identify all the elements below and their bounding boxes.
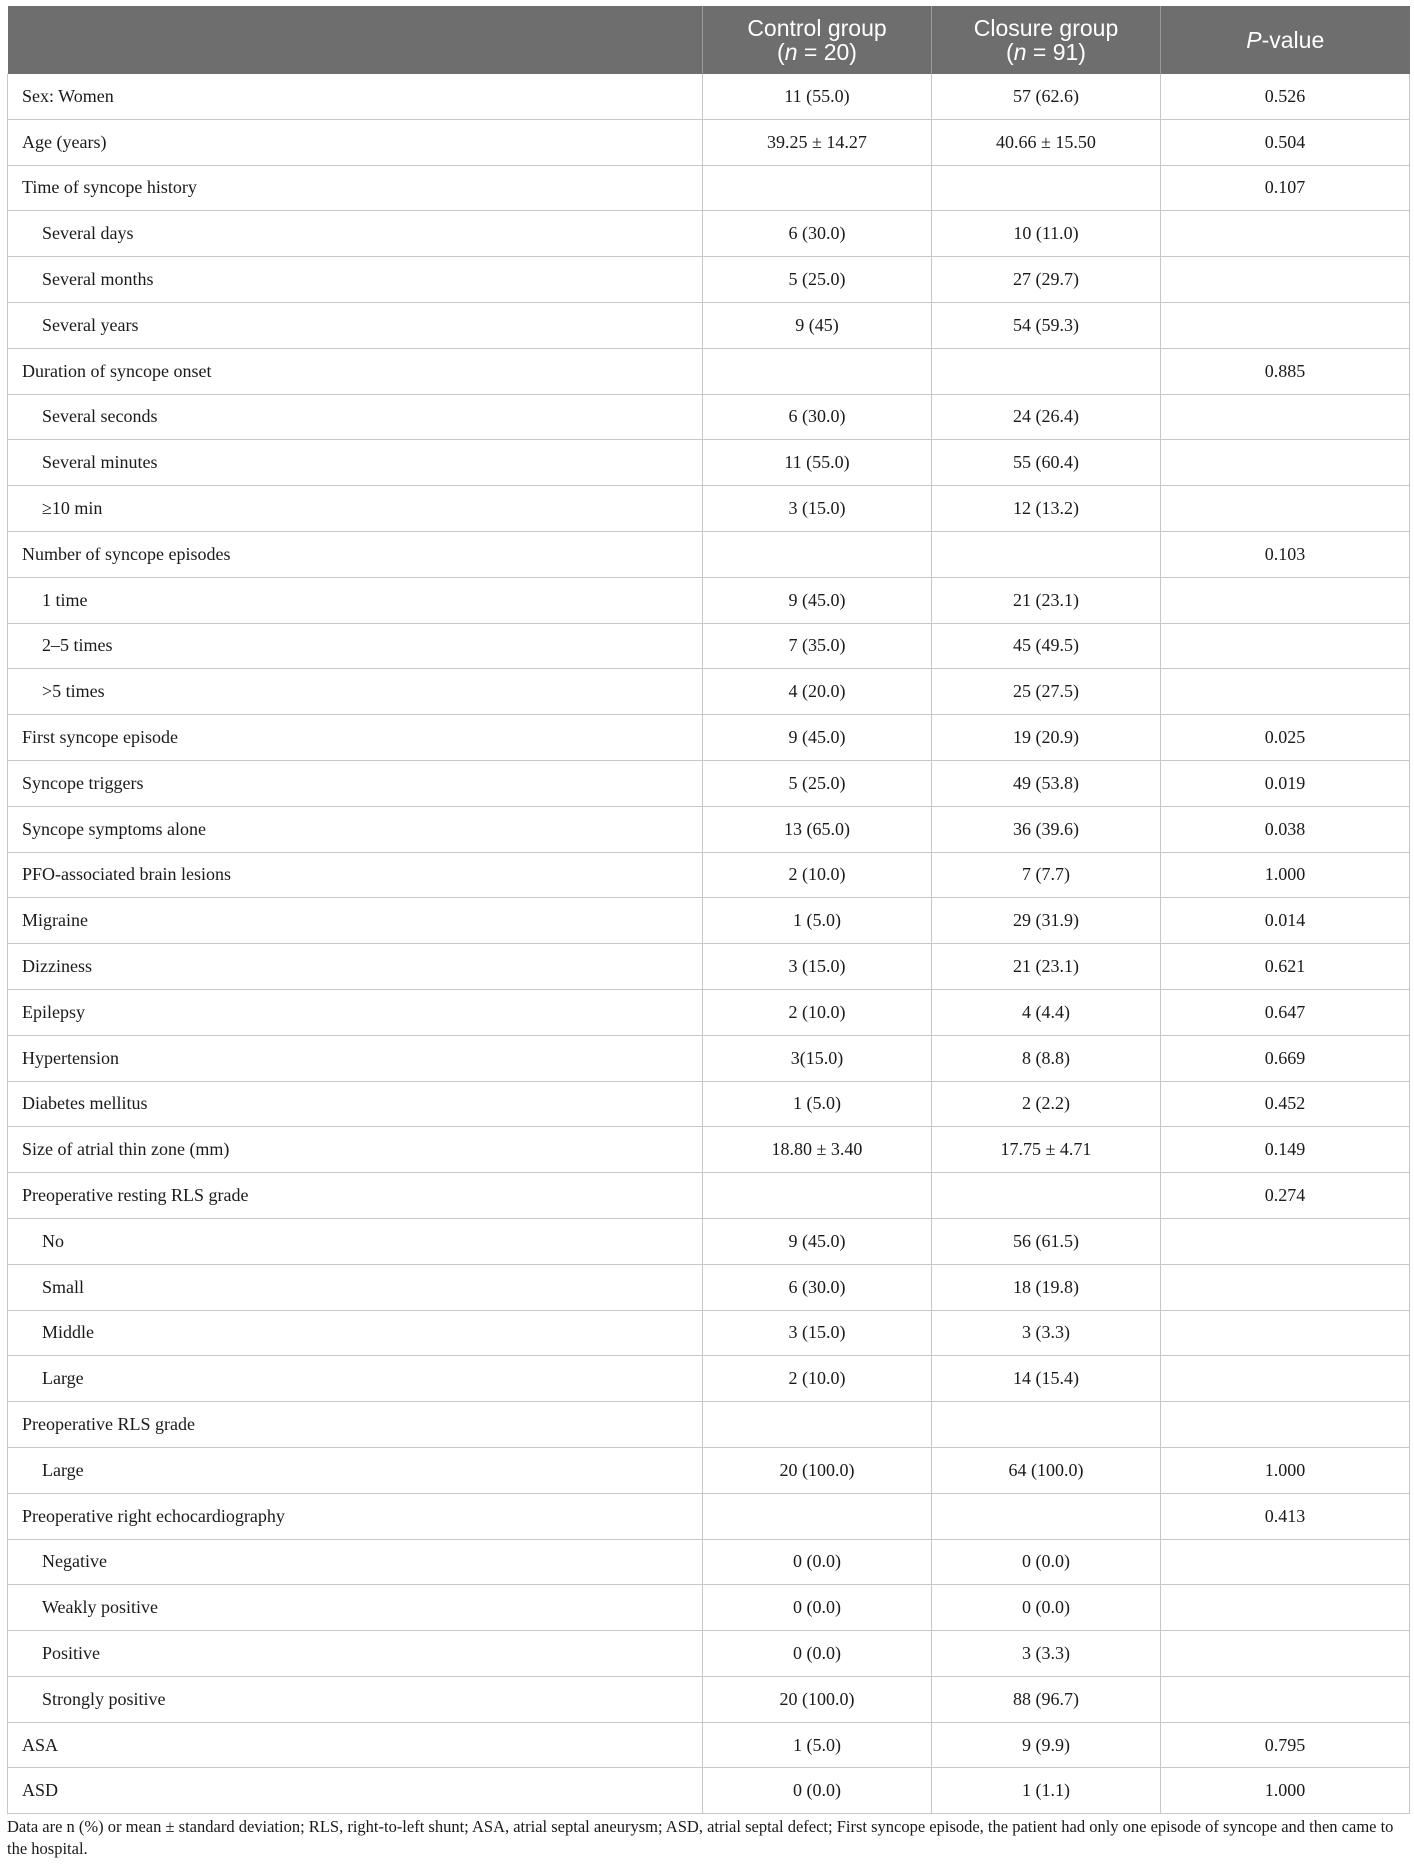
table-row bbox=[8, 1127, 1410, 1173]
row-label-cell: Preoperative RLS grade bbox=[8, 1402, 703, 1448]
row-label-cell: Time of syncope history bbox=[8, 165, 703, 211]
p-value-cell: 0.504 bbox=[1161, 119, 1410, 165]
closure-value-cell: 0 (0.0) bbox=[932, 1585, 1161, 1631]
control-value-cell: 9 (45.0) bbox=[703, 715, 932, 761]
table-row bbox=[8, 1585, 1410, 1631]
closure-value-cell: 18 (19.8) bbox=[932, 1264, 1161, 1310]
control-value-cell: 2 (10.0) bbox=[703, 989, 932, 1035]
row-label-cell: Several years bbox=[8, 302, 703, 348]
control-n-symbol: n bbox=[784, 39, 798, 65]
table-row bbox=[8, 623, 1410, 669]
table-row bbox=[8, 806, 1410, 852]
table-row bbox=[8, 1676, 1410, 1722]
table-row bbox=[8, 1447, 1410, 1493]
table-row bbox=[8, 989, 1410, 1035]
p-symbol: P bbox=[1246, 27, 1262, 53]
row-label-cell: Preoperative resting RLS grade bbox=[8, 1173, 703, 1219]
closure-n-suffix: = 91) bbox=[1026, 39, 1086, 65]
data-table-container bbox=[7, 6, 1409, 1814]
table-row bbox=[8, 531, 1410, 577]
table-row bbox=[8, 1173, 1410, 1219]
control-value-cell: 5 (25.0) bbox=[703, 760, 932, 806]
closure-value-cell: 14 (15.4) bbox=[932, 1356, 1161, 1402]
p-value-cell bbox=[1161, 1310, 1410, 1356]
closure-value-cell: 3 (3.3) bbox=[932, 1631, 1161, 1677]
table-footnote: Data are n (%) or mean ± standard deviation; RLS, right-to-left shunt; ASA, atrial septal aneurysm; ASD, atrial septal defect; First syncope episode, the patient had only one episode of syncope and then came to the hospital. bbox=[7, 1817, 1394, 1858]
control-value-cell: 1 (5.0) bbox=[703, 1081, 932, 1127]
row-label-cell: Duration of syncope onset bbox=[8, 348, 703, 394]
p-value-cell bbox=[1161, 257, 1410, 303]
p-value-cell bbox=[1161, 669, 1410, 715]
control-value-cell: 6 (30.0) bbox=[703, 211, 932, 257]
p-value-cell: 0.014 bbox=[1161, 898, 1410, 944]
closure-value-cell: 55 (60.4) bbox=[932, 440, 1161, 486]
p-suffix: -value bbox=[1261, 27, 1325, 53]
control-value-cell bbox=[703, 531, 932, 577]
row-label-cell: Hypertension bbox=[8, 1035, 703, 1081]
table-row bbox=[8, 348, 1410, 394]
closure-value-cell: 19 (20.9) bbox=[932, 715, 1161, 761]
p-value-cell: 1.000 bbox=[1161, 1768, 1410, 1814]
control-value-cell: 6 (30.0) bbox=[703, 1264, 932, 1310]
row-label-cell: 1 time bbox=[8, 577, 703, 623]
closure-value-cell: 29 (31.9) bbox=[932, 898, 1161, 944]
p-value-cell bbox=[1161, 1218, 1410, 1264]
closure-value-cell bbox=[932, 1402, 1161, 1448]
table-header bbox=[8, 6, 1410, 74]
closure-value-cell: 54 (59.3) bbox=[932, 302, 1161, 348]
control-value-cell bbox=[703, 1402, 932, 1448]
control-value-cell: 6 (30.0) bbox=[703, 394, 932, 440]
p-value-cell bbox=[1161, 486, 1410, 532]
control-value-cell bbox=[703, 348, 932, 394]
p-value-cell: 0.647 bbox=[1161, 989, 1410, 1035]
closure-value-cell: 21 (23.1) bbox=[932, 944, 1161, 990]
p-value-cell: 1.000 bbox=[1161, 852, 1410, 898]
control-value-cell: 20 (100.0) bbox=[703, 1447, 932, 1493]
row-label-cell: Syncope triggers bbox=[8, 760, 703, 806]
closure-value-cell bbox=[932, 1173, 1161, 1219]
table-row bbox=[8, 1264, 1410, 1310]
p-value-cell: 0.526 bbox=[1161, 74, 1410, 119]
table-row bbox=[8, 440, 1410, 486]
control-value-cell: 1 (5.0) bbox=[703, 1722, 932, 1768]
control-value-cell: 2 (10.0) bbox=[703, 1356, 932, 1402]
table-row bbox=[8, 486, 1410, 532]
row-label-cell: >5 times bbox=[8, 669, 703, 715]
closure-value-cell: 21 (23.1) bbox=[932, 577, 1161, 623]
p-value-cell bbox=[1161, 1539, 1410, 1585]
control-value-cell: 9 (45) bbox=[703, 302, 932, 348]
control-value-cell: 0 (0.0) bbox=[703, 1768, 932, 1814]
row-label-cell: Preoperative right echocardiography bbox=[8, 1493, 703, 1539]
p-value-cell: 0.107 bbox=[1161, 165, 1410, 211]
row-label-cell: Syncope symptoms alone bbox=[8, 806, 703, 852]
table-row bbox=[8, 1081, 1410, 1127]
header-row bbox=[8, 6, 1410, 74]
row-label-cell: Number of syncope episodes bbox=[8, 531, 703, 577]
row-label-cell: Positive bbox=[8, 1631, 703, 1677]
row-label-cell: Weakly positive bbox=[8, 1585, 703, 1631]
closure-value-cell: 88 (96.7) bbox=[932, 1676, 1161, 1722]
table-row bbox=[8, 394, 1410, 440]
p-value-cell: 0.885 bbox=[1161, 348, 1410, 394]
header-p-value bbox=[1161, 6, 1410, 74]
control-value-cell bbox=[703, 165, 932, 211]
row-label-cell: PFO-associated brain lesions bbox=[8, 852, 703, 898]
table-row bbox=[8, 257, 1410, 303]
table-row bbox=[8, 1402, 1410, 1448]
p-value-cell: 0.025 bbox=[1161, 715, 1410, 761]
control-value-cell: 9 (45.0) bbox=[703, 577, 932, 623]
closure-value-cell: 40.66 ± 15.50 bbox=[932, 119, 1161, 165]
table-row bbox=[8, 1218, 1410, 1264]
row-label-cell: Age (years) bbox=[8, 119, 703, 165]
row-label-cell: Migraine bbox=[8, 898, 703, 944]
control-value-cell: 11 (55.0) bbox=[703, 440, 932, 486]
p-value-cell bbox=[1161, 302, 1410, 348]
row-label-cell: 2–5 times bbox=[8, 623, 703, 669]
closure-n-symbol: n bbox=[1013, 39, 1027, 65]
closure-group-title: Closure group bbox=[973, 15, 1119, 41]
row-label-cell: No bbox=[8, 1218, 703, 1264]
row-label-cell: Dizziness bbox=[8, 944, 703, 990]
row-label-cell: Size of atrial thin zone (mm) bbox=[8, 1127, 703, 1173]
closure-value-cell: 1 (1.1) bbox=[932, 1768, 1161, 1814]
table-row bbox=[8, 760, 1410, 806]
row-label-cell: ASD bbox=[8, 1768, 703, 1814]
closure-value-cell: 8 (8.8) bbox=[932, 1035, 1161, 1081]
p-value-cell bbox=[1161, 211, 1410, 257]
table-row bbox=[8, 1035, 1410, 1081]
p-value-cell: 0.621 bbox=[1161, 944, 1410, 990]
control-value-cell: 11 (55.0) bbox=[703, 74, 932, 119]
control-value-cell: 3 (15.0) bbox=[703, 944, 932, 990]
closure-value-cell: 24 (26.4) bbox=[932, 394, 1161, 440]
closure-value-cell: 27 (29.7) bbox=[932, 257, 1161, 303]
p-value-cell bbox=[1161, 1264, 1410, 1310]
p-value-cell: 0.274 bbox=[1161, 1173, 1410, 1219]
p-value-cell: 0.795 bbox=[1161, 1722, 1410, 1768]
table-row bbox=[8, 119, 1410, 165]
table-row bbox=[8, 1493, 1410, 1539]
closure-value-cell: 10 (11.0) bbox=[932, 211, 1161, 257]
row-label-cell: Several days bbox=[8, 211, 703, 257]
control-value-cell: 0 (0.0) bbox=[703, 1585, 932, 1631]
table-row bbox=[8, 302, 1410, 348]
control-value-cell: 0 (0.0) bbox=[703, 1631, 932, 1677]
p-value-cell bbox=[1161, 1356, 1410, 1402]
control-value-cell: 13 (65.0) bbox=[703, 806, 932, 852]
table-row bbox=[8, 944, 1410, 990]
row-label-cell: Strongly positive bbox=[8, 1676, 703, 1722]
closure-value-cell: 17.75 ± 4.71 bbox=[932, 1127, 1161, 1173]
header-control-group bbox=[703, 6, 932, 74]
p-value-cell bbox=[1161, 577, 1410, 623]
baseline-characteristics-table bbox=[7, 6, 1410, 1814]
p-value-cell bbox=[1161, 1585, 1410, 1631]
table-row bbox=[8, 852, 1410, 898]
closure-value-cell bbox=[932, 531, 1161, 577]
control-n-prefix: ( bbox=[777, 39, 785, 65]
closure-value-cell: 2 (2.2) bbox=[932, 1081, 1161, 1127]
p-value-cell: 0.103 bbox=[1161, 531, 1410, 577]
table-row bbox=[8, 1722, 1410, 1768]
row-label-cell: Several months bbox=[8, 257, 703, 303]
row-label-cell: Large bbox=[8, 1356, 703, 1402]
control-value-cell: 3 (15.0) bbox=[703, 486, 932, 532]
closure-value-cell: 56 (61.5) bbox=[932, 1218, 1161, 1264]
control-value-cell: 2 (10.0) bbox=[703, 852, 932, 898]
closure-value-cell: 7 (7.7) bbox=[932, 852, 1161, 898]
table-row bbox=[8, 577, 1410, 623]
table-row bbox=[8, 715, 1410, 761]
row-label-cell: Large bbox=[8, 1447, 703, 1493]
control-value-cell: 18.80 ± 3.40 bbox=[703, 1127, 932, 1173]
row-label-cell: Diabetes mellitus bbox=[8, 1081, 703, 1127]
row-label-cell: Sex: Women bbox=[8, 74, 703, 119]
closure-value-cell: 45 (49.5) bbox=[932, 623, 1161, 669]
p-value-cell: 0.452 bbox=[1161, 1081, 1410, 1127]
control-value-cell: 39.25 ± 14.27 bbox=[703, 119, 932, 165]
control-value-cell: 7 (35.0) bbox=[703, 623, 932, 669]
control-value-cell bbox=[703, 1493, 932, 1539]
table-row bbox=[8, 1310, 1410, 1356]
closure-value-cell: 36 (39.6) bbox=[932, 806, 1161, 852]
row-label-cell: Small bbox=[8, 1264, 703, 1310]
control-value-cell: 3 (15.0) bbox=[703, 1310, 932, 1356]
table-body bbox=[8, 74, 1410, 1814]
control-value-cell: 5 (25.0) bbox=[703, 257, 932, 303]
control-value-cell: 20 (100.0) bbox=[703, 1676, 932, 1722]
table-row bbox=[8, 211, 1410, 257]
control-group-title: Control group bbox=[747, 15, 887, 41]
table-row bbox=[8, 1356, 1410, 1402]
control-value-cell bbox=[703, 1173, 932, 1219]
closure-value-cell: 25 (27.5) bbox=[932, 669, 1161, 715]
table-row bbox=[8, 898, 1410, 944]
closure-value-cell: 64 (100.0) bbox=[932, 1447, 1161, 1493]
closure-value-cell bbox=[932, 1493, 1161, 1539]
p-value-cell bbox=[1161, 1402, 1410, 1448]
p-value-cell bbox=[1161, 440, 1410, 486]
closure-value-cell: 9 (9.9) bbox=[932, 1722, 1161, 1768]
closure-value-cell bbox=[932, 165, 1161, 211]
control-value-cell: 3(15.0) bbox=[703, 1035, 932, 1081]
p-value-cell bbox=[1161, 623, 1410, 669]
p-value-cell bbox=[1161, 1676, 1410, 1722]
table-row bbox=[8, 165, 1410, 211]
table-row bbox=[8, 74, 1410, 119]
table-row bbox=[8, 1539, 1410, 1585]
control-value-cell: 4 (20.0) bbox=[703, 669, 932, 715]
p-value-cell: 0.669 bbox=[1161, 1035, 1410, 1081]
header-label-cell bbox=[8, 6, 703, 74]
table-row bbox=[8, 1631, 1410, 1677]
control-value-cell: 0 (0.0) bbox=[703, 1539, 932, 1585]
row-label-cell: ≥10 min bbox=[8, 486, 703, 532]
row-label-cell: ASA bbox=[8, 1722, 703, 1768]
closure-value-cell: 3 (3.3) bbox=[932, 1310, 1161, 1356]
row-label-cell: Middle bbox=[8, 1310, 703, 1356]
row-label-cell: First syncope episode bbox=[8, 715, 703, 761]
p-value-cell: 0.149 bbox=[1161, 1127, 1410, 1173]
closure-value-cell: 4 (4.4) bbox=[932, 989, 1161, 1035]
table-row bbox=[8, 1768, 1410, 1814]
p-value-cell: 0.038 bbox=[1161, 806, 1410, 852]
p-value-cell: 0.413 bbox=[1161, 1493, 1410, 1539]
closure-value-cell: 0 (0.0) bbox=[932, 1539, 1161, 1585]
closure-value-cell bbox=[932, 348, 1161, 394]
table-row bbox=[8, 669, 1410, 715]
header-closure-group bbox=[932, 6, 1161, 74]
control-value-cell: 9 (45.0) bbox=[703, 1218, 932, 1264]
control-value-cell: 1 (5.0) bbox=[703, 898, 932, 944]
p-value-cell: 1.000 bbox=[1161, 1447, 1410, 1493]
p-value-cell: 0.019 bbox=[1161, 760, 1410, 806]
p-value-cell bbox=[1161, 394, 1410, 440]
closure-n-prefix: ( bbox=[1006, 39, 1014, 65]
closure-value-cell: 57 (62.6) bbox=[932, 74, 1161, 119]
row-label-cell: Several minutes bbox=[8, 440, 703, 486]
row-label-cell: Epilepsy bbox=[8, 989, 703, 1035]
closure-value-cell: 49 (53.8) bbox=[932, 760, 1161, 806]
control-n-suffix: = 20) bbox=[797, 39, 857, 65]
closure-value-cell: 12 (13.2) bbox=[932, 486, 1161, 532]
row-label-cell: Several seconds bbox=[8, 394, 703, 440]
row-label-cell: Negative bbox=[8, 1539, 703, 1585]
p-value-cell bbox=[1161, 1631, 1410, 1677]
